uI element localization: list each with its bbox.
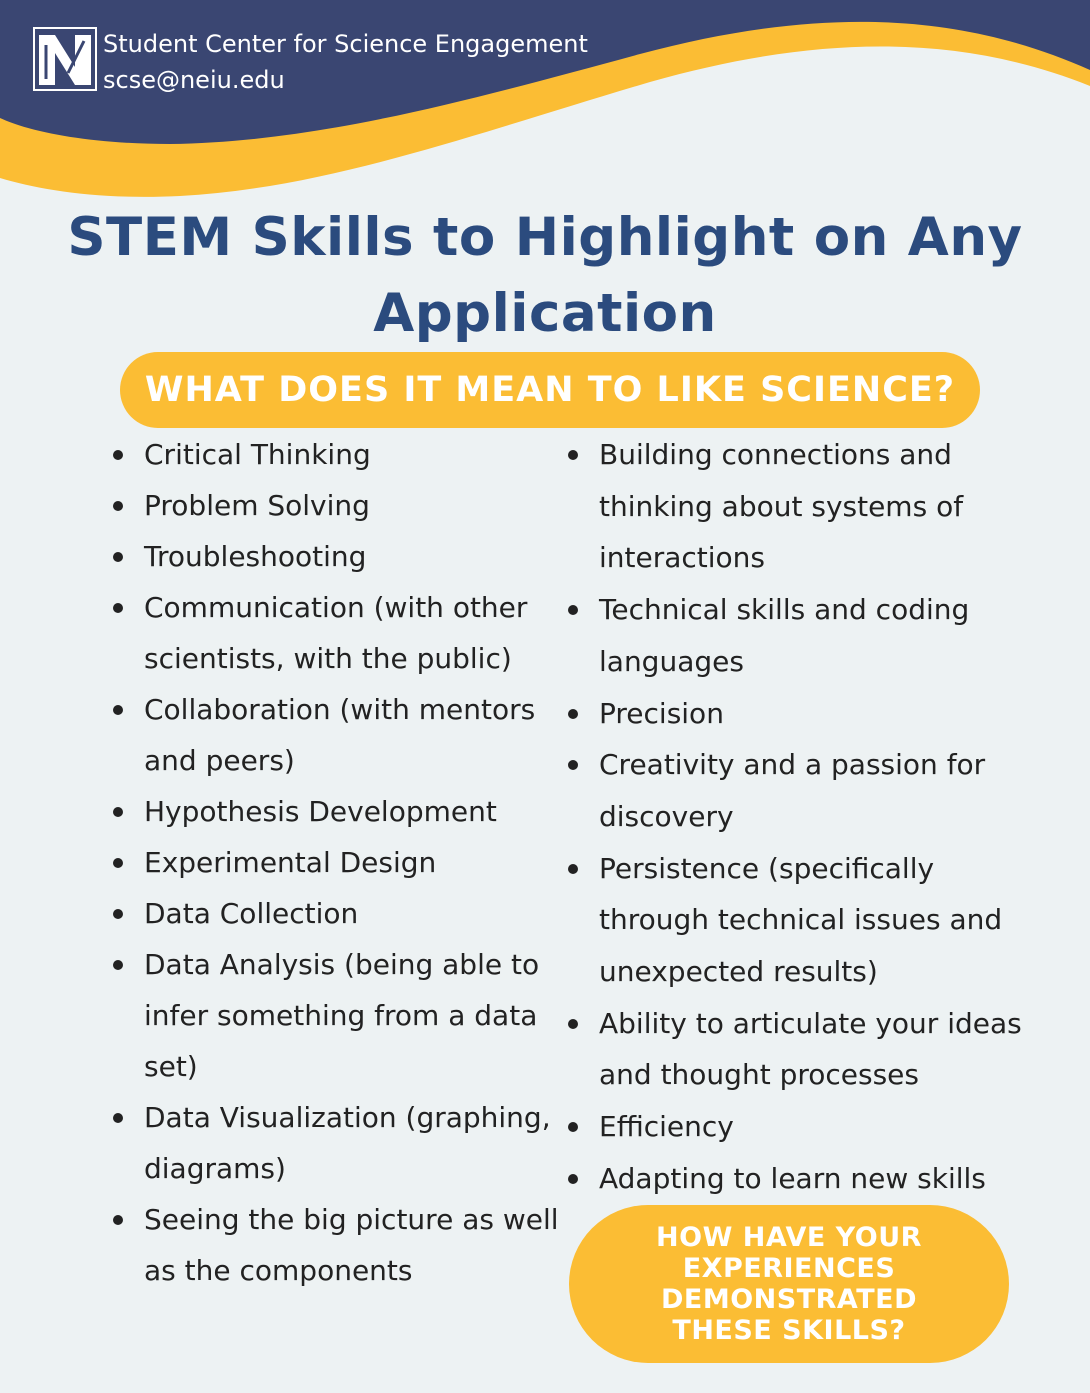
- list-item: Precision: [567, 688, 1047, 740]
- cta-banner: [569, 1205, 1009, 1363]
- cta-text: HOW HAVE YOUR EXPERIENCES DEMONSTRATED THESE SKILLS?: [656, 1222, 922, 1346]
- list-item: Problem Solving: [112, 480, 562, 531]
- org-email[interactable]: scse@neiu.edu: [103, 66, 285, 94]
- list-item: Technical skills and coding languages: [567, 584, 1047, 687]
- list-item: Persistence (specifically through technical issues and unexpected results): [567, 843, 1047, 998]
- list-item: Data Analysis (being able to infer something from a data set): [112, 939, 562, 1092]
- list-item: Efficiency: [567, 1101, 1047, 1153]
- list-item: Creativity and a passion for discovery: [567, 739, 1047, 842]
- list-item: Seeing the big picture as well as the components: [112, 1194, 562, 1296]
- subtitle-banner: [120, 352, 980, 428]
- skills-list-right: [567, 429, 1047, 1205]
- org-name: Student Center for Science Engagement: [103, 30, 588, 58]
- list-item: Data Visualization (graphing, diagrams): [112, 1092, 562, 1194]
- list-item: Collaboration (with mentors and peers): [112, 684, 562, 786]
- skills-list-left: [112, 429, 562, 1296]
- page-title: STEM Skills to Highlight on Any Application: [67, 207, 1023, 344]
- list-item: Experimental Design: [112, 837, 562, 888]
- list-item: Critical Thinking: [112, 429, 562, 480]
- neiu-n-logo-icon: [33, 27, 97, 91]
- subtitle-text: WHAT DOES IT MEAN TO LIKE SCIENCE?: [144, 370, 956, 410]
- list-item: Communication (with other scientists, with the public): [112, 582, 562, 684]
- list-item: Data Collection: [112, 888, 562, 939]
- list-item: Troubleshooting: [112, 531, 562, 582]
- list-item: Ability to articulate your ideas and thought processes: [567, 998, 1047, 1101]
- list-item: Adapting to learn new skills: [567, 1153, 1047, 1205]
- list-item: Hypothesis Development: [112, 786, 562, 837]
- org-info: [103, 26, 588, 98]
- list-item: Building connections and thinking about systems of interactions: [567, 429, 1047, 584]
